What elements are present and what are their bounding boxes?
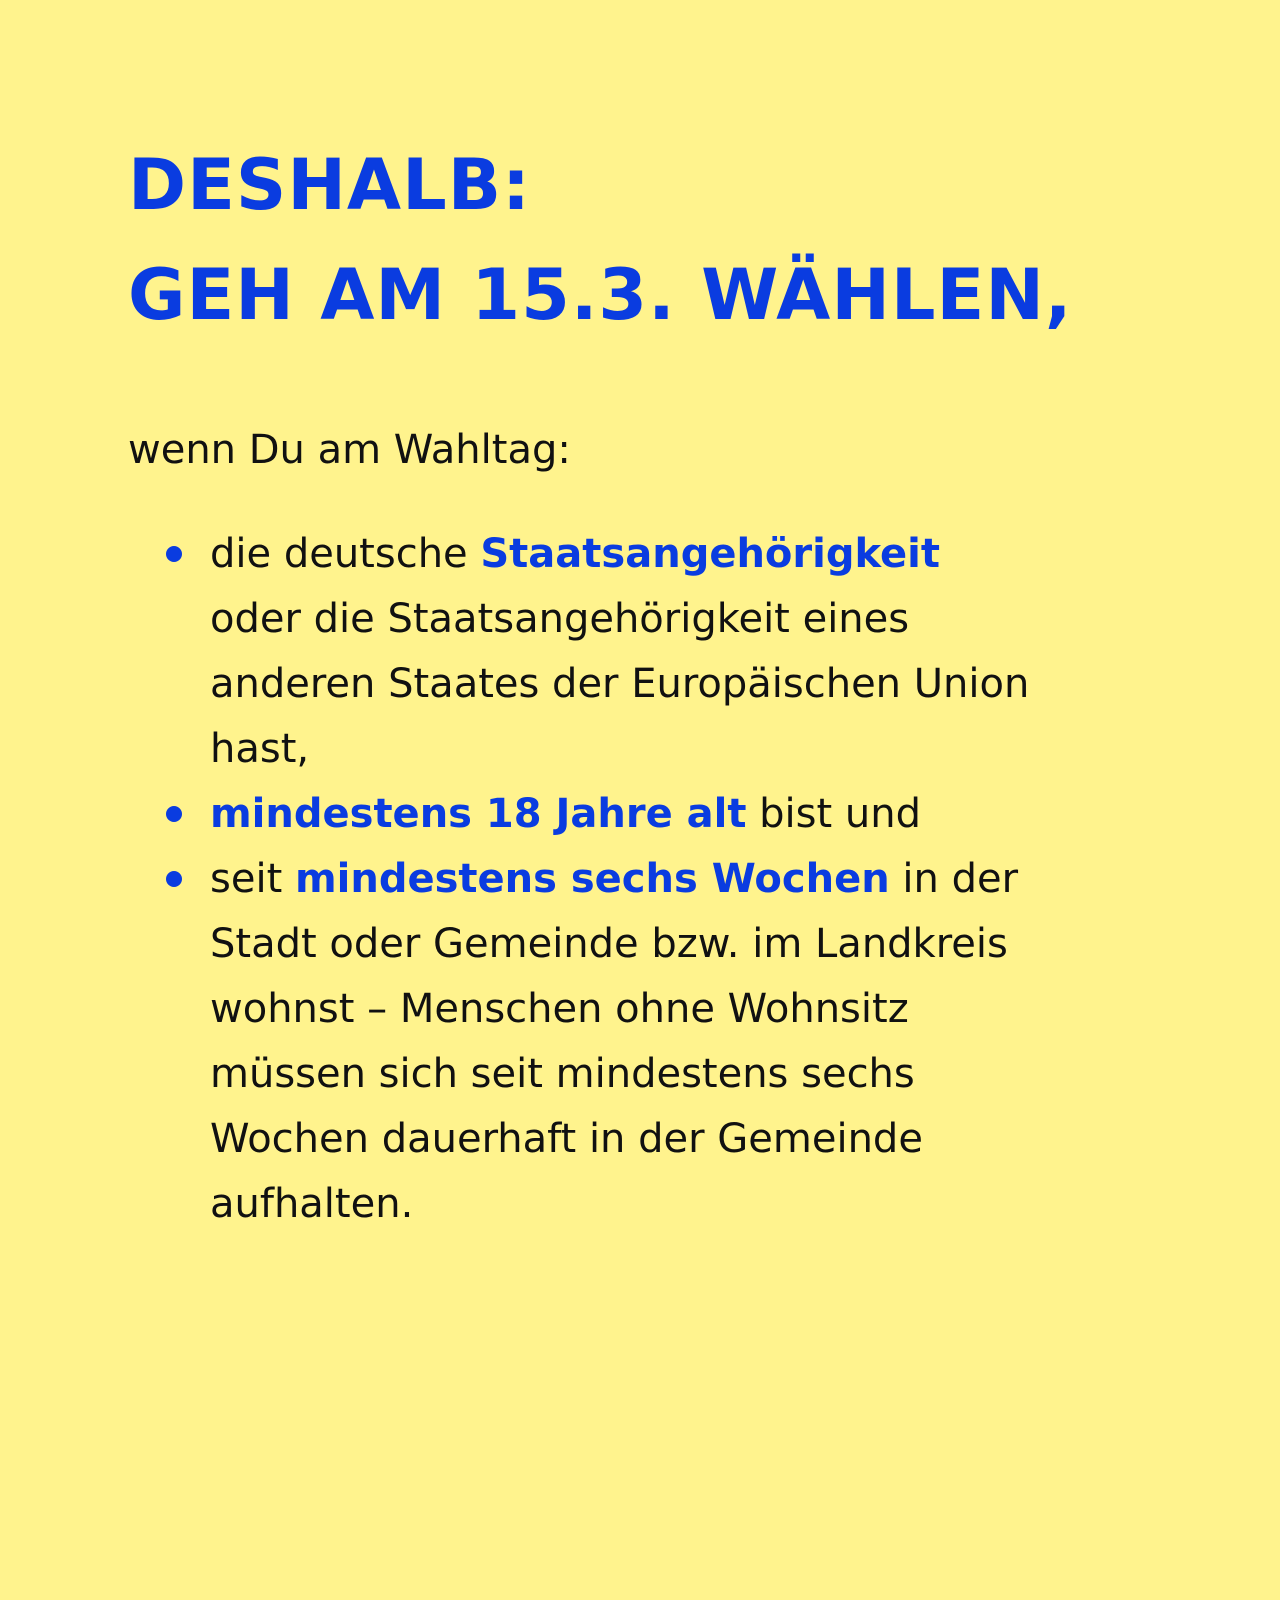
age-suffix: bist und [746,791,922,837]
residence-line-4: müssen sich seit mindestens sechs [210,1051,915,1097]
bullet-icon [166,871,182,887]
intro-text: wenn Du am Wahltag: [128,427,571,473]
bullet-icon [166,806,182,822]
citizenship-prefix: die deutsche [210,531,481,577]
citizenship-line-1 [210,522,1178,587]
residence-line-3: wohnst – Menschen ohne Wohnsitz [210,986,909,1032]
citizenship-line-4: hast, [210,726,310,772]
age-highlight: mindestens 18 Jahre alt [210,791,747,837]
bullet-icon [166,546,182,562]
headline-line-2: GEH AM 15.3. WÄHLEN, [128,254,1073,336]
residence-line-6: aufhalten. [210,1181,414,1227]
residence-suffix: in der [889,856,1019,902]
content [128,130,1178,1237]
residence-prefix: seit [210,856,295,902]
citizenship-line-3: anderen Staates der Europäischen Union [210,661,1030,707]
citizenship-highlight: Staatsangehörigkeit [480,531,940,577]
eligibility-list [128,522,1178,1237]
residence-line-5: Wochen dauerhaft in der Gemeinde [210,1116,923,1162]
headline [128,130,1178,350]
age-line [210,782,1178,847]
headline-line-1: DESHALB: [128,144,532,226]
residence-line-1 [210,847,1178,912]
eligibility-item-residence [128,847,1178,1237]
eligibility-item-citizenship [128,522,1178,782]
eligibility-item-age [128,782,1178,847]
residence-highlight: mindestens sechs Wochen [294,856,890,902]
citizenship-line-2: oder die Staatsangehörigkeit eines [210,596,910,642]
residence-line-2: Stadt oder Gemeinde bzw. im Landkreis [210,921,1008,967]
